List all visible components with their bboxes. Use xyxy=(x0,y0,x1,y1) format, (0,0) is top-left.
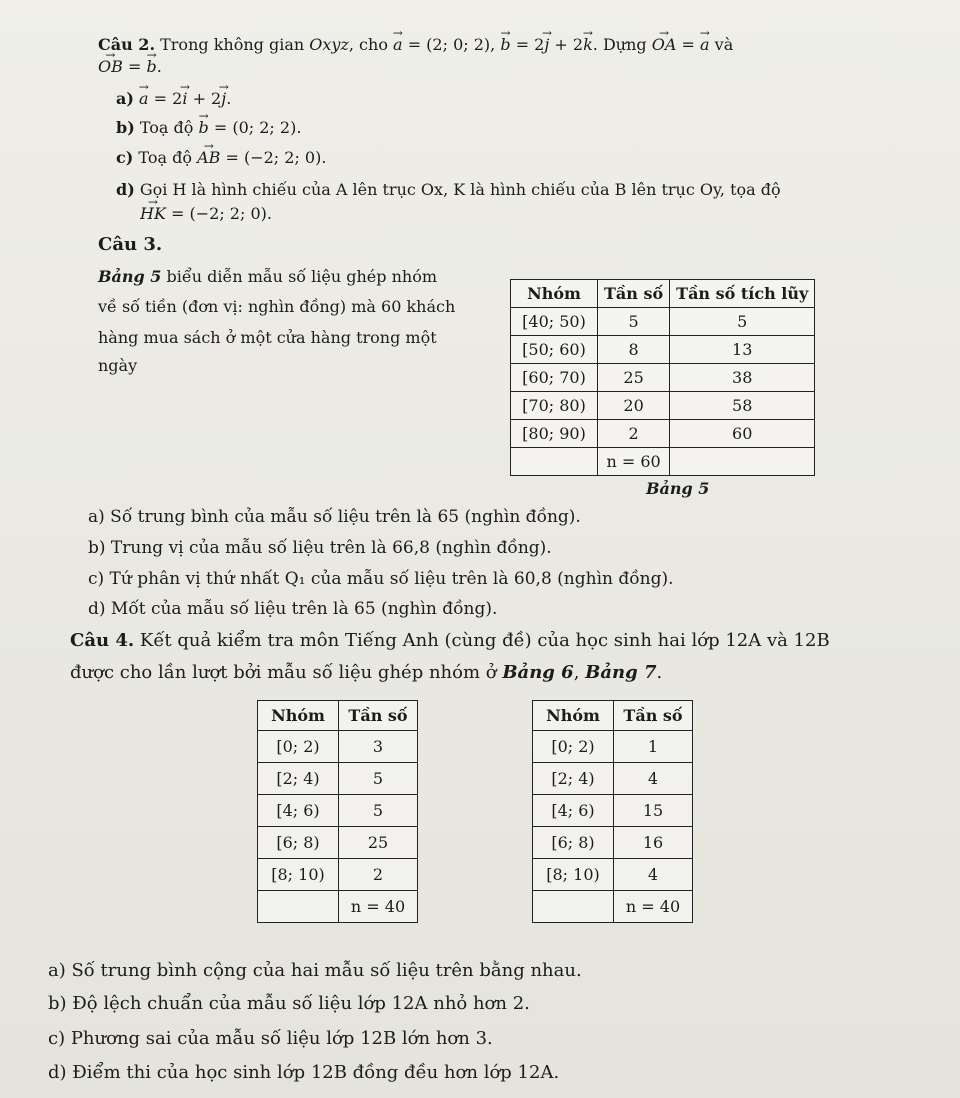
table-row xyxy=(533,763,693,795)
cau2-b: b) Toạ độ → b = (0; 2; 2). xyxy=(116,117,301,139)
cell: 1 xyxy=(614,731,693,763)
cell: [80; 90) xyxy=(511,420,598,448)
cell: [70; 80) xyxy=(511,392,598,420)
header-nhom: Nhóm xyxy=(533,701,614,731)
table-6 xyxy=(257,700,418,923)
table-5 xyxy=(510,279,815,476)
table-total-row xyxy=(533,891,693,923)
cell: 13 xyxy=(670,336,815,364)
cell: 38 xyxy=(670,364,815,392)
cau2-line2: → OB = → b. xyxy=(98,56,162,78)
cau3-c: c) Tứ phân vị thứ nhất Q₁ của mẫu số liệu trên là 60,8 (nghìn đồng). xyxy=(88,569,674,589)
header-tan-so: Tần số xyxy=(339,701,418,731)
cell: 2 xyxy=(339,859,418,891)
table-row xyxy=(258,859,418,891)
cell: 15 xyxy=(614,795,693,827)
table-row xyxy=(258,763,418,795)
cell: [6; 8) xyxy=(258,827,339,859)
cell: 25 xyxy=(598,364,670,392)
table-row xyxy=(258,795,418,827)
cell: 60 xyxy=(670,420,815,448)
cell: 4 xyxy=(614,859,693,891)
cau2-a: a) → a = 2→ i + 2→ j. xyxy=(116,88,231,110)
cell: 58 xyxy=(670,392,815,420)
total-cell: n = 40 xyxy=(614,891,693,923)
table-row xyxy=(511,364,815,392)
cau2-c: c) Toạ độ → AB = (−2; 2; 0). xyxy=(116,147,326,169)
cell: [4; 6) xyxy=(258,795,339,827)
cau3-intro-1: Bảng 5 biểu diễn mẫu số liệu ghép nhóm xyxy=(98,267,438,286)
table-header-row xyxy=(258,701,418,731)
table-row xyxy=(258,731,418,763)
header-tan-so: Tần số xyxy=(614,701,693,731)
cell: 8 xyxy=(598,336,670,364)
cau2-line1: Câu 2. Trong không gian Oxyz, cho → a = (2; 0; 2), → b = 2→ j + 2→ k. Dựng → OA = → a và xyxy=(98,34,733,56)
cell: [50; 60) xyxy=(511,336,598,364)
cell: [0; 2) xyxy=(258,731,339,763)
cell: [8; 10) xyxy=(258,859,339,891)
cau4-a: a) Số trung bình cộng của hai mẫu số liệu trên bằng nhau. xyxy=(48,960,582,981)
cell: [0; 2) xyxy=(533,731,614,763)
table-7 xyxy=(532,700,693,923)
table-header-row xyxy=(533,701,693,731)
cell: 5 xyxy=(598,308,670,336)
table-row xyxy=(533,795,693,827)
cell: [40; 50) xyxy=(511,308,598,336)
cau3-intro-2: về số tiền (đơn vị: nghìn đồng) mà 60 khách xyxy=(98,297,456,316)
cell xyxy=(258,891,339,923)
table-row xyxy=(511,308,815,336)
cell: 5 xyxy=(670,308,815,336)
cell: 5 xyxy=(339,795,418,827)
table-row xyxy=(533,827,693,859)
cell: 2 xyxy=(598,420,670,448)
table-row xyxy=(258,827,418,859)
cell: 16 xyxy=(614,827,693,859)
header-tan-so-tich-luy: Tần số tích lũy xyxy=(670,280,815,308)
cau4-d: d) Điểm thi của học sinh lớp 12B đồng đều hơn lớp 12A. xyxy=(48,1062,560,1083)
cell xyxy=(511,448,598,476)
total-cell: n = 40 xyxy=(339,891,418,923)
cell: 20 xyxy=(598,392,670,420)
table-row xyxy=(533,731,693,763)
cell: 5 xyxy=(339,763,418,795)
cau3-a: a) Số trung bình của mẫu số liệu trên là 65 (nghìn đồng). xyxy=(88,507,581,527)
cell: 25 xyxy=(339,827,418,859)
cell: [60; 70) xyxy=(511,364,598,392)
table-header-row xyxy=(511,280,815,308)
table-5-caption: Bảng 5 xyxy=(646,479,710,498)
cau3-intro-4: ngày xyxy=(98,356,138,375)
table-row xyxy=(511,420,815,448)
cau3-b: b) Trung vị của mẫu số liệu trên là 66,8 (nghìn đồng). xyxy=(88,538,552,558)
cau4-line1: Câu 4. Kết quả kiểm tra môn Tiếng Anh (cùng đề) của học sinh hai lớp 12A và 12B xyxy=(70,630,830,651)
cell: 4 xyxy=(614,763,693,795)
cell: [2; 4) xyxy=(533,763,614,795)
cau4-c: c) Phương sai của mẫu số liệu lớp 12B lớn hơn 3. xyxy=(48,1028,493,1049)
cell: [4; 6) xyxy=(533,795,614,827)
cau3-intro-3: hàng mua sách ở một cửa hàng trong một xyxy=(98,328,437,347)
header-nhom: Nhóm xyxy=(511,280,598,308)
cell: [8; 10) xyxy=(533,859,614,891)
header-tan-so: Tần số xyxy=(598,280,670,308)
cau4-b: b) Độ lệch chuẩn của mẫu số liệu lớp 12A nhỏ hơn 2. xyxy=(48,993,530,1014)
total-cell: n = 60 xyxy=(598,448,670,476)
cau3-d: d) Mốt của mẫu số liệu trên là 65 (nghìn đồng). xyxy=(88,599,498,619)
cell xyxy=(670,448,815,476)
cell xyxy=(533,891,614,923)
table-row xyxy=(533,859,693,891)
header-nhom: Nhóm xyxy=(258,701,339,731)
cau4-line2: được cho lần lượt bởi mẫu số liệu ghép nhóm ở Bảng 6, Bảng 7. xyxy=(70,662,663,683)
table-total-row xyxy=(511,448,815,476)
table-row xyxy=(511,392,815,420)
table-row xyxy=(511,336,815,364)
cau2-d: d) Gọi H là hình chiếu của A lên trục Ox, K là hình chiếu của B lên trục Oy, tọa độ xyxy=(116,180,781,199)
cell: 3 xyxy=(339,731,418,763)
table-total-row xyxy=(258,891,418,923)
cell: [2; 4) xyxy=(258,763,339,795)
cau2-d-vector: → HK = (−2; 2; 0). xyxy=(140,203,272,225)
cau3-title: Câu 3. xyxy=(98,234,163,255)
cell: [6; 8) xyxy=(533,827,614,859)
